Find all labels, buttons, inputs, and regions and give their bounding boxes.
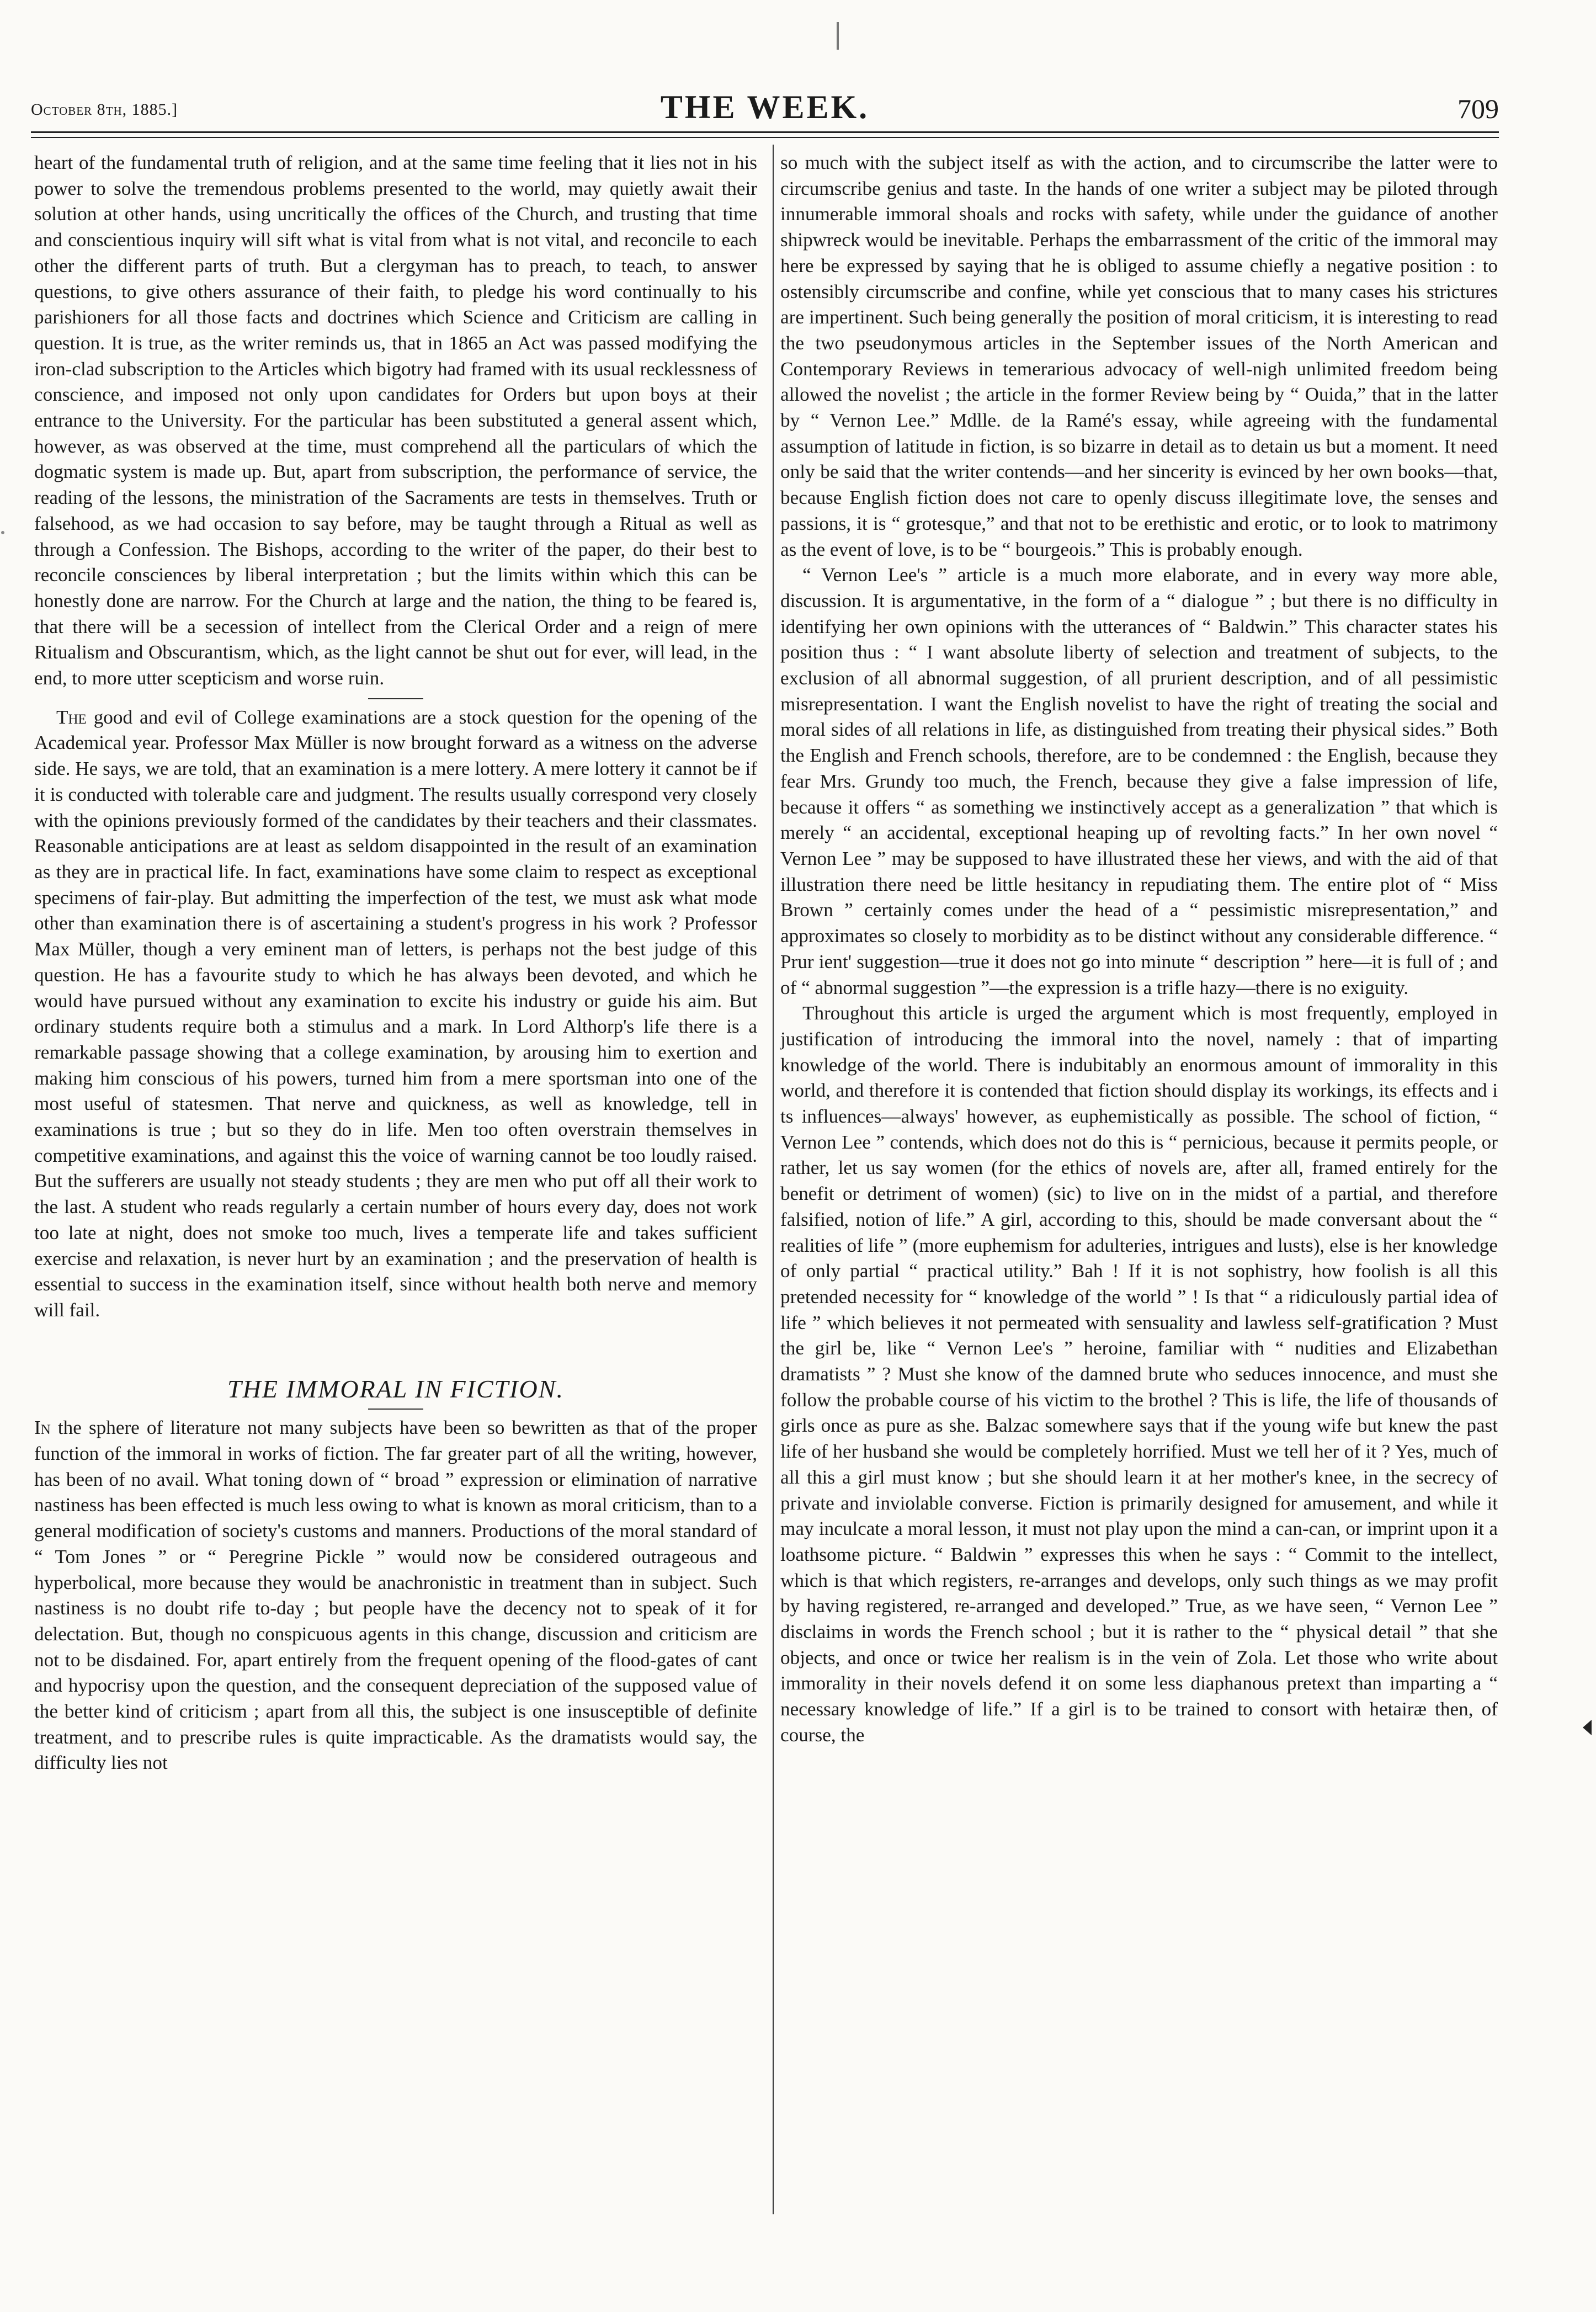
right-column: [780, 150, 1498, 1748]
heading-rule: [368, 1409, 423, 1410]
article-paragraph: [34, 705, 757, 1324]
header-rule-thin: [31, 137, 1499, 138]
publication-title: THE WEEK.: [660, 89, 870, 125]
header-rule: [31, 131, 1499, 133]
article-paragraph: “ Vernon Lee's ” article is a much more elaborate, and in every way more able, discussion. It is argumentative, in the form of a “ dialogue ” ; but there is no difficulty in identifying her own opinions with the utterances of “ Baldwin.” This character states his position thus : “ I want absolute liberty of selection and treatment of subjects, to the exclusion of all abnormal suggestion, of all prurient description, and of all pessimistic misrepresentation. I want the English novelist to have the right of treating the social and moral sides of all relations in life, as distinguished from treating their physical sides.” Both the English and French schools, therefore, are to be condemned : the English, because they fear Mrs. Grundy too much, the French, because they give a false impression of life, because it offers “ as something we instinctively accept as a generalization ” that which is merely “ an accidental, exceptional heaping up of revolting facts.” In her own novel “ Vernon Lee ” may be supposed to have illustrated these her views, and with the aid of that illustration there need be little hesitancy in repudiating them. The entire plot of “ Miss Brown ” certainly comes under the head of a “ pessimistic misrepresentation,” and approximates so closely to morbidity as to be distinct without any considerable difference. “ Prur ient' suggestion—true it does not go into minute “ description ” here—it is full of ; and of “ abnormal suggestion ”—the expression is a trifle hazy—there is no exiguity.: [780, 564, 1498, 998]
page-number: 709: [1457, 93, 1499, 124]
article-paragraph: heart of the fundamental truth of religion, and at the same time feeling that it lies not in his power to solve the tremendous problems presented to the world, may quietly await their solution at other hands, using uncritically the offices of the Church, and trusting that time and conscientious inquiry will sift what is vital from what is not vital, and reconcile to each other the different parts of truth. But a clergyman has to preach, to teach, to answer questions, to give others assurance of their faith, to pledge his word continually to his parishioners for all those facts and doctrines which Science and Criticism are calling in question. It is true, as the writer reminds us, that in 1865 an Act was passed modifying the iron-clad subscription to the Articles which bigotry had framed with its usual recklessness of conscience, and imposed not only upon candidates for Orders but upon boys at their entrance to the University. For the particular has been substituted a general assent which, however, as was observed at the time, must comprehend all the particulars of which the dogmatic system is made up. But, apart from subscription, the performance of service, the reading of the lessons, the ministration of the Sacraments are tests in themselves. Truth or falsehood, as we had occasion to say before, may be taught through a Ritual as well as through a Confession. The Bishops, according to the writer of the paper, do their best to reconcile consciences by liberal interpretation ; but the limits within which this can be honestly done are narrow. For the Church at large and the nation, the thing to be feared is, that there will be a secession of intellect from the Clerical Order and a reign of mere Ritualism and Obscurantism, which, as the light cannot be shut out for ever, will lead, in the end, to more utter scepticism and worse ruin.: [34, 152, 757, 689]
paragraph-body: the sphere of literature not many subjects have been so bewritten as that of the proper function of the immoral in works of fiction. The far greater part of all the writing, however, has been of no avail. What toning down of “ broad ” expression or elimination of narrative nastiness has been effected is much less owing to what is known as moral criticism, than to a general modification of society's customs and manners. Productions of the moral standard of “ Tom Jones ” or “ Peregrine Pickle ” would now be considered outrageous and hyperbolical, more because they would be anachronistic in treatment than in subject. Such nastiness is no doubt rife to-day ; but people have the decency not to speak of it for delectation. But, though no conspicuous agents in this change, discussion and criticism are not to be disdained. For, apart entirely from the frequent opening of the flood-gates of cant and hypocrisy upon the question, and the consequent depreciation of the supposed value of the better kind of criticism ; apart from all this, the subject is one insusceptible of definite treatment, and to prescribe rules is quite impracticable. As the dramatists would say, the difficulty lies not: [34, 1417, 757, 1774]
section-heading: THE IMMORAL IN FICTION.: [227, 1374, 564, 1403]
article-paragraph: [34, 1415, 757, 1776]
margin-arrow: [1583, 1720, 1592, 1735]
paragraph-lead-word: The: [56, 706, 87, 728]
left-column: [34, 150, 757, 1776]
paragraph-lead-word: In: [34, 1417, 51, 1439]
column-divider: [773, 145, 774, 2214]
issue-date: October 8th, 1885.]: [31, 100, 178, 119]
page-header: [31, 88, 1499, 132]
margin-dot: [1, 531, 4, 534]
article-paragraph: so much with the subject itself as with the action, and to circumscribe the latter were to circumscribe genius and taste. In the hands of one writer a subject may be piloted through innumerable immoral shoals and rocks with safety, while under the guidance of another shipwreck would be inevitable. Perhaps the embarrassment of the critic of the immoral may here be expressed by saying that he is obliged to assume chiefly a negative position : to ostensibly circumscribe and confine, while yet conscious that to many cases his strictures are impertinent. Such being generally the position of moral criticism, it is interesting to read the two pseudonymous articles in the September issues of the North American and Contemporary Reviews in temerarious advocacy of well-nigh unlimited freedom being allowed the novelist ; the article in the former Review being by “ Ouida,” that in the latter by “ Vernon Lee.” Mdlle. de la Ramé's essay, while agreeing with the fundamental assumption of latitude in fiction, is so bizarre in detail as to detain us but a moment. It need only be said that the writer contends—and her sincerity is evinced by her own books—that, because English fiction does not care to openly discuss illegitimate love, the senses and passions, it is “ grotesque,” and that not to be erethistic and erotic, or to look to matrimony as the event of love, is to be “ bourgeois.” This is probably enough.: [780, 152, 1498, 560]
section-separator: [368, 698, 423, 699]
scan-mark: [837, 22, 839, 50]
paragraph-body: good and evil of College examinations are a stock question for the opening of the Academical year. Professor Max Müller is now brought forward as a witness on the adverse side. He says, we are told, that an examination is a mere lottery. A mere lottery it cannot be if it is conducted with tolerable care and judgment. The results usually correspond very closely with the opinions previously formed of the candidates by their teachers and their classmates. Reasonable anticipations are at least as seldom disappointed in the result of an examination as they are in practical life. In fact, examinations have some claim to respect as exceptional specimens of fair-play. But admitting the imperfection of the test, we must ask what mode other than examination there is of ascertaining a student's progress in his work ? Professor Max Müller, though a very eminent man of letters, is perhaps not the best judge of this question. He has a favourite study to which he has always been devoted, and which he would have pursued without any examination to excite his industry or guide his aim. But ordinary students require both a stimulus and a mark. In Lord Althorp's life there is a remarkable passage showing that a college examination, by arousing him to exertion and making him conscious of his powers, turned him from a mere sportsman into one of the most useful of statesmen. That nerve and quickness, as well as knowledge, tell in examinations is true ; but so they do in life. Men too often overstrain themselves in competitive examinations, and against this the voice of warning cannot be too loudly raised. But the sufferers are usually not steady students ; they are men who put off all their work to the last. A student who reads regularly a certain number of hours every day, does not work too late at night, does not smoke too much, lives a temperate life and takes sufficient exercise and relaxation, is never hurt by an examination ; and the preservation of health is essential to success in the examination itself, since without health both nerve and memory will fail.: [34, 706, 757, 1321]
article-paragraph: Throughout this article is urged the argument which is most frequently, employed in justification of introducing the immoral into the novel, namely : that of imparting knowledge of the world. There is indubitably an enormous amount of immorality in this world, and therefore it is contended that fiction should display its workings, its effects and i ts influences—always' however, as euphemistically as possible. The school of fiction, “ Vernon Lee ” contends, which does not do this is “ pernicious, because it permits people, or rather, let us say women (for the ethics of novels are, after all, framed entirely for the benefit or detriment of women) (sic) to live on in the midst of a partial, and therefore falsified, notion of life.” A girl, according to this, should be made conversant about the “ realities of life ” (more euphemism for adulteries, intrigues and lusts), else is her knowledge of only partial “ practical utility.” Bah ! If it is not sophistry, how foolish is all this pretended necessity for “ knowledge of the world ” ! Is that “ a ridiculously partial idea of life ” which believes it not permeated with sensuality and lawless self-gratification ? Must the girl be, like “ Vernon Lee's ” heroine, familiar with “ nudities and Elizabethan dramatists ” ? Must she know of the damned brute who seduces innocence, and must she follow the probable course of his victim to the brothel ? This is life, the life of thousands of girls once as pure as she. Balzac somewhere says that if the young wife but knew the past life of her husband she would be completely horrified. Must we tell her of it ? Yes, much of all this a girl must know ; but she should learn it at her mother's knee, in the secrecy of private and inviolable converse. Fiction is primarily designed for amusement, and while it may inculcate a moral lesson, it must not play upon the mind a can-can, or imprint upon it a loathsome picture. “ Baldwin ” expresses this when he says : “ Commit to the intellect, which is that which registers, re-arranges and develops, only such things as we may profit by having registered, re-arranged and developed.” True, as we have seen, “ Vernon Lee ” disclaims in words the French school ; but it is rather to the “ physical detail ” that she objects, and once or twice her realism is in the vein of Zola. Let those who write about immorality in their novels defend it on some less diaphanous pretext than imparting a “ necessary knowledge of life.” If a girl is to be trained to consort with hetairæ then, of course, the: [780, 1002, 1498, 1746]
